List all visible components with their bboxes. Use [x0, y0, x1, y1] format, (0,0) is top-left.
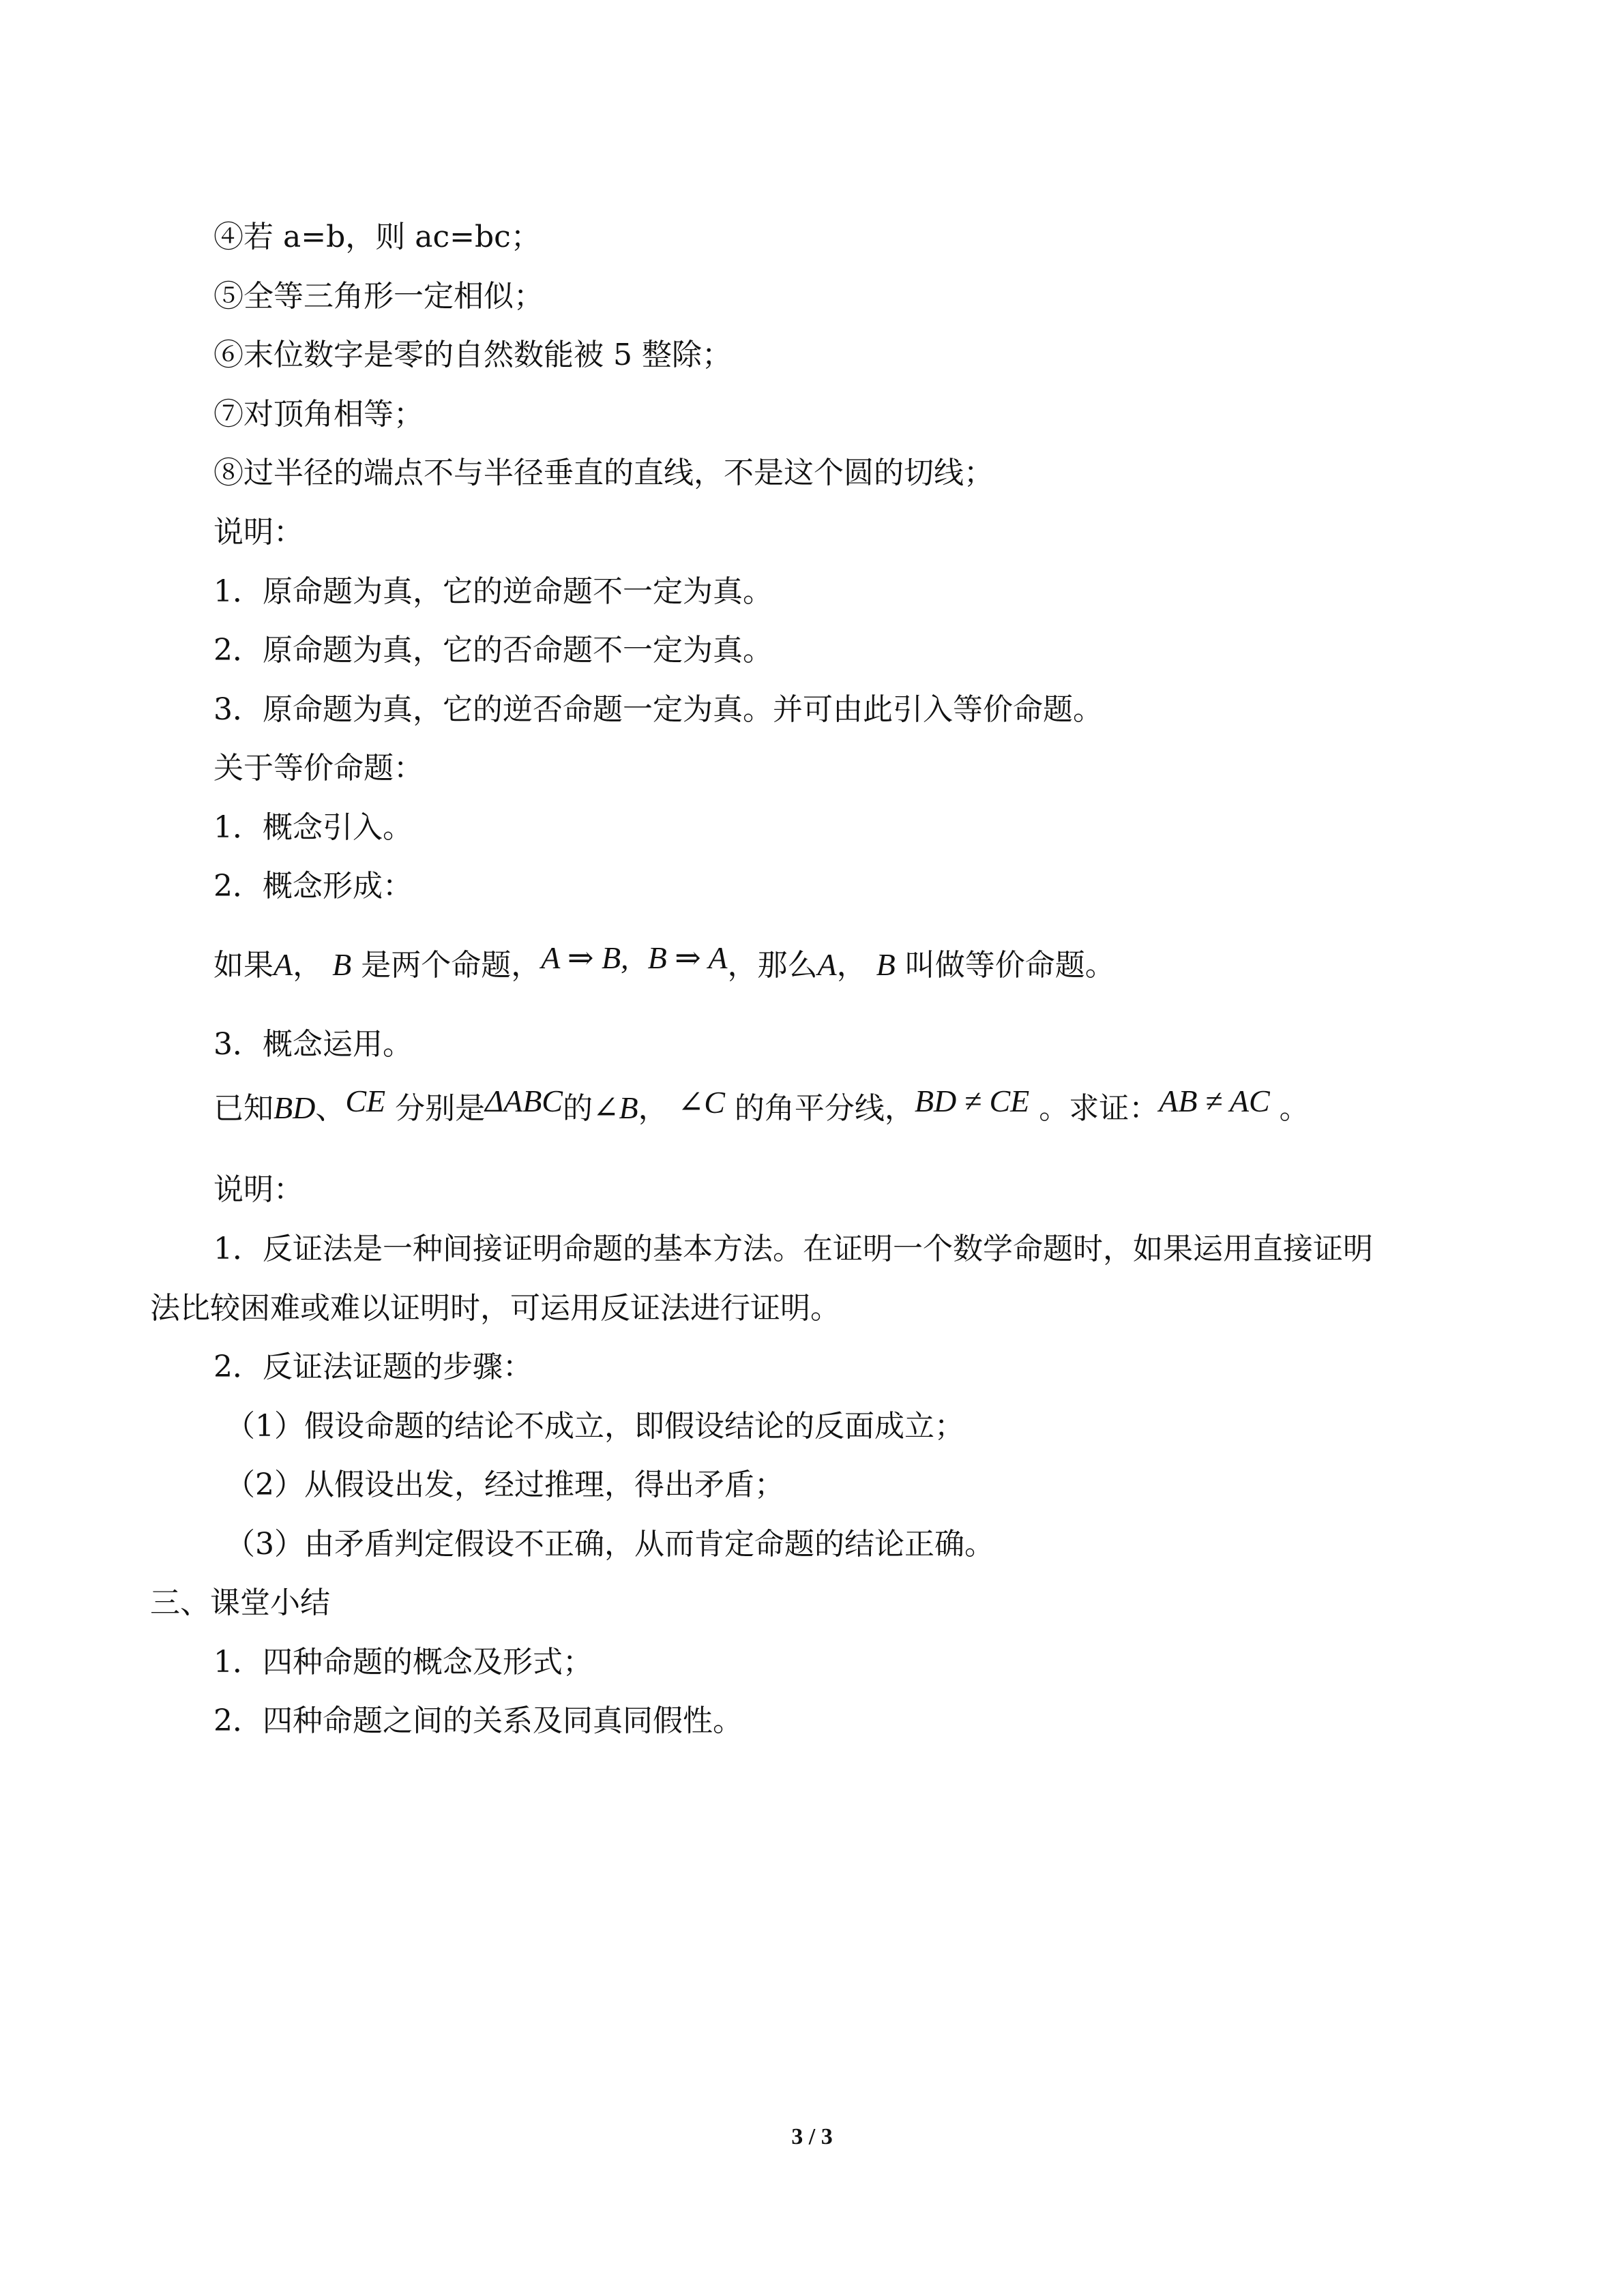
note-point-3: 3．原命题为真，它的逆否命题一定为真。并可由此引入等价命题。	[213, 692, 1103, 727]
step-2: （2）从假设出发，经过推理，得出矛盾；	[225, 1467, 784, 1502]
item-5: ⑤全等三角形一定相似；	[213, 279, 544, 314]
equiv-heading: 关于等价命题：	[213, 751, 424, 786]
page-number: 3 / 3	[791, 2124, 833, 2149]
equiv-p3: 3．概念运用。	[213, 1027, 413, 1062]
summary-point-2: 2．四种命题之间的关系及同真同假性。	[213, 1703, 743, 1738]
step-3: （3）由矛盾判定假设不正确，从而肯定命题的结论正确。	[225, 1527, 994, 1562]
step-1: （1）假设命题的结论不成立，即假设结论的反面成立；	[225, 1409, 964, 1444]
equiv-p2: 2．概念形成：	[213, 869, 413, 904]
problem-statement: 已知BD、CE 分别是ΔABC的∠B， ∠C 的角平分线，BD ≠ CE 。求证：AB ≠ AC 。	[213, 1084, 1310, 1126]
summary-point-1: 1．四种命题的概念及形式；	[213, 1645, 593, 1680]
note2-heading: 说明：	[213, 1172, 304, 1207]
item-4: ④若 a=b，则 ac=bc；	[213, 220, 541, 254]
item-8: ⑧过半径的端点不与半径垂直的直线，不是这个圆的切线；	[213, 456, 994, 490]
equiv-definition: 如果A， B 是两个命题，A ⇒ B, B ⇒ A，那么A， B 叫做等价命题。	[213, 940, 1115, 983]
note2-p1b: 法比较困难或难以证明时，可运用反证法进行证明。	[150, 1291, 840, 1326]
item-7: ⑦对顶角相等；	[213, 397, 424, 432]
note-point-2: 2．原命题为真，它的否命题不一定为真。	[213, 633, 773, 668]
note-point-1: 1．原命题为真，它的逆命题不一定为真。	[213, 574, 773, 609]
equiv-p1: 1．概念引入。	[213, 810, 413, 845]
note2-p2: 2．反证法证题的步骤：	[213, 1350, 533, 1384]
item-6: ⑥末位数字是零的自然数能被 5 整除；	[213, 338, 732, 372]
note-heading: 说明：	[213, 515, 304, 550]
summary-heading: 三、课堂小结	[150, 1585, 330, 1620]
note2-p1a: 1．反证法是一种间接证明命题的基本方法。在证明一个数学命题时，如果运用直接证明	[213, 1232, 1373, 1266]
